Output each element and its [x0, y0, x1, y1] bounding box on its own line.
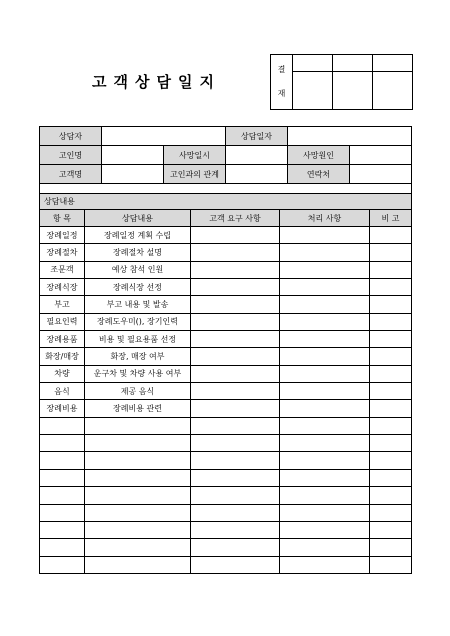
- row-note[interactable]: [370, 261, 412, 278]
- counsel-date-label: 상담일자: [226, 127, 288, 146]
- row-note[interactable]: [370, 331, 412, 348]
- table-row: [40, 469, 412, 486]
- table-row: [40, 348, 412, 365]
- row-handling[interactable]: [280, 504, 370, 521]
- row-content: [85, 521, 191, 538]
- customer-label: 고객명: [40, 165, 102, 184]
- approval-sign-cell-3[interactable]: [373, 72, 413, 110]
- header-content: 상담내용: [85, 210, 191, 227]
- table-row: [40, 539, 412, 556]
- row-content: 제공 음식: [85, 383, 191, 400]
- approval-label-top: 결: [277, 65, 286, 74]
- approval-title-cell-2: [333, 55, 373, 72]
- row-note[interactable]: [370, 279, 412, 296]
- table-row: [40, 504, 412, 521]
- row-handling[interactable]: [280, 469, 370, 486]
- row-item: 필요인력: [40, 313, 85, 330]
- row-handling[interactable]: [280, 279, 370, 296]
- row-customer-request[interactable]: [191, 279, 280, 296]
- contact-field[interactable]: [350, 165, 412, 184]
- row-handling[interactable]: [280, 400, 370, 417]
- deceased-field[interactable]: [102, 146, 164, 165]
- contact-label: 연락처: [288, 165, 350, 184]
- row-item: [40, 487, 85, 504]
- table-row: [40, 400, 412, 417]
- row-handling[interactable]: [280, 348, 370, 365]
- row-item: 차량: [40, 365, 85, 382]
- row-handling[interactable]: [280, 365, 370, 382]
- row-item: 장례일정: [40, 227, 85, 244]
- relation-label: 고인과의 관계: [164, 165, 226, 184]
- page-title: 고객상담일지: [92, 73, 221, 91]
- row-note[interactable]: [370, 487, 412, 504]
- row-item: [40, 504, 85, 521]
- counselor-field[interactable]: [102, 127, 226, 146]
- row-item: [40, 469, 85, 486]
- approval-label: [271, 55, 293, 110]
- row-item: [40, 556, 85, 573]
- info-spacer-row: [40, 184, 412, 194]
- row-handling[interactable]: [280, 521, 370, 538]
- relation-field[interactable]: [226, 165, 288, 184]
- counsel-date-field[interactable]: [288, 127, 412, 146]
- approval-title-cell-3: [373, 55, 413, 72]
- table-row: [40, 279, 412, 296]
- row-customer-request[interactable]: [191, 539, 280, 556]
- counselor-label: 상담자: [40, 127, 102, 146]
- row-item: 장례비용: [40, 400, 85, 417]
- death-datetime-field[interactable]: [226, 146, 288, 165]
- row-handling[interactable]: [280, 296, 370, 313]
- customer-field[interactable]: [102, 165, 164, 184]
- row-customer-request[interactable]: [191, 469, 280, 486]
- row-handling[interactable]: [280, 417, 370, 434]
- row-item: 장례식장: [40, 279, 85, 296]
- approval-sign-cell-1[interactable]: [293, 72, 333, 110]
- row-handling[interactable]: [280, 383, 370, 400]
- row-handling[interactable]: [280, 313, 370, 330]
- deceased-label: 고인명: [40, 146, 102, 165]
- table-row: [40, 521, 412, 538]
- row-item: 부고: [40, 296, 85, 313]
- row-customer-request[interactable]: [191, 556, 280, 573]
- row-item: [40, 452, 85, 469]
- table-row: [40, 365, 412, 382]
- row-note[interactable]: [370, 556, 412, 573]
- table-row: [40, 556, 412, 573]
- row-customer-request[interactable]: [191, 331, 280, 348]
- row-note[interactable]: [370, 365, 412, 382]
- death-cause-label: 사망원인: [288, 146, 350, 165]
- row-customer-request[interactable]: [191, 296, 280, 313]
- row-content: 장례일정 계획 수립: [85, 227, 191, 244]
- table-row: [40, 244, 412, 261]
- row-item: [40, 435, 85, 452]
- row-note[interactable]: [370, 383, 412, 400]
- info-table: [39, 126, 412, 194]
- row-content: [85, 435, 191, 452]
- row-content: [85, 539, 191, 556]
- row-handling[interactable]: [280, 331, 370, 348]
- row-content: 운구차 및 차량 사용 여부: [85, 365, 191, 382]
- row-content: [85, 469, 191, 486]
- row-note[interactable]: [370, 504, 412, 521]
- row-note[interactable]: [370, 348, 412, 365]
- death-datetime-label: 사망일시: [164, 146, 226, 165]
- row-note[interactable]: [370, 435, 412, 452]
- table-row: [40, 452, 412, 469]
- row-handling[interactable]: [280, 487, 370, 504]
- row-customer-request[interactable]: [191, 452, 280, 469]
- approval-title-cell-1: [293, 55, 333, 72]
- row-content: 부고 내용 및 발송: [85, 296, 191, 313]
- row-item: 음식: [40, 383, 85, 400]
- row-content: [85, 504, 191, 521]
- row-note[interactable]: [370, 469, 412, 486]
- table-row: [40, 417, 412, 434]
- row-customer-request[interactable]: [191, 504, 280, 521]
- table-row: [40, 487, 412, 504]
- row-item: 조문객: [40, 261, 85, 278]
- row-note[interactable]: [370, 452, 412, 469]
- row-item: 장례절차: [40, 244, 85, 261]
- row-content: [85, 452, 191, 469]
- row-customer-request[interactable]: [191, 365, 280, 382]
- header-customer-request: 고객 요구 사항: [191, 210, 280, 227]
- row-handling[interactable]: [280, 539, 370, 556]
- row-content: 비용 및 필요용품 선정: [85, 331, 191, 348]
- row-note[interactable]: [370, 313, 412, 330]
- header-item: 항 목: [40, 210, 85, 227]
- row-handling[interactable]: [280, 435, 370, 452]
- row-customer-request[interactable]: [191, 313, 280, 330]
- row-handling[interactable]: [280, 244, 370, 261]
- approval-sign-cell-2[interactable]: [333, 72, 373, 110]
- death-cause-field[interactable]: [350, 146, 412, 165]
- row-content: 예상 참석 인원: [85, 261, 191, 278]
- table-row: [40, 227, 412, 244]
- table-row: [40, 435, 412, 452]
- consultation-rows: [40, 227, 412, 574]
- section-label: 상담내용: [40, 194, 412, 210]
- row-content: 화장, 매장 여부: [85, 348, 191, 365]
- row-note[interactable]: [370, 521, 412, 538]
- row-customer-request[interactable]: [191, 435, 280, 452]
- row-note[interactable]: [370, 417, 412, 434]
- row-customer-request[interactable]: [191, 521, 280, 538]
- row-content: 장례비용 관련: [85, 400, 191, 417]
- table-row: [40, 261, 412, 278]
- row-customer-request[interactable]: [191, 417, 280, 434]
- approval-label-bottom: 재: [277, 89, 286, 98]
- row-note[interactable]: [370, 244, 412, 261]
- row-customer-request[interactable]: [191, 487, 280, 504]
- table-row: [40, 331, 412, 348]
- header-handling: 처리 사항: [280, 210, 370, 227]
- row-content: 장례식장 선정: [85, 279, 191, 296]
- row-handling[interactable]: [280, 556, 370, 573]
- row-customer-request[interactable]: [191, 348, 280, 365]
- row-customer-request[interactable]: [191, 244, 280, 261]
- row-note[interactable]: [370, 400, 412, 417]
- row-handling[interactable]: [280, 452, 370, 469]
- row-item: [40, 521, 85, 538]
- row-customer-request[interactable]: [191, 261, 280, 278]
- consultation-table: [39, 193, 412, 574]
- row-handling[interactable]: [280, 261, 370, 278]
- row-item: 화장/매장: [40, 348, 85, 365]
- row-content: 장례도우미(), 장기인력: [85, 313, 191, 330]
- row-item: 장례용품: [40, 331, 85, 348]
- approval-box: [270, 54, 413, 110]
- row-content: [85, 417, 191, 434]
- row-handling[interactable]: [280, 227, 370, 244]
- row-customer-request[interactable]: [191, 227, 280, 244]
- row-note[interactable]: [370, 539, 412, 556]
- table-row: [40, 383, 412, 400]
- row-note[interactable]: [370, 227, 412, 244]
- row-customer-request[interactable]: [191, 383, 280, 400]
- row-content: [85, 556, 191, 573]
- row-note[interactable]: [370, 296, 412, 313]
- row-content: 장례절차 설명: [85, 244, 191, 261]
- row-item: [40, 417, 85, 434]
- row-content: [85, 487, 191, 504]
- row-item: [40, 539, 85, 556]
- table-row: [40, 296, 412, 313]
- row-customer-request[interactable]: [191, 400, 280, 417]
- table-row: [40, 313, 412, 330]
- header-note: 비 고: [370, 210, 412, 227]
